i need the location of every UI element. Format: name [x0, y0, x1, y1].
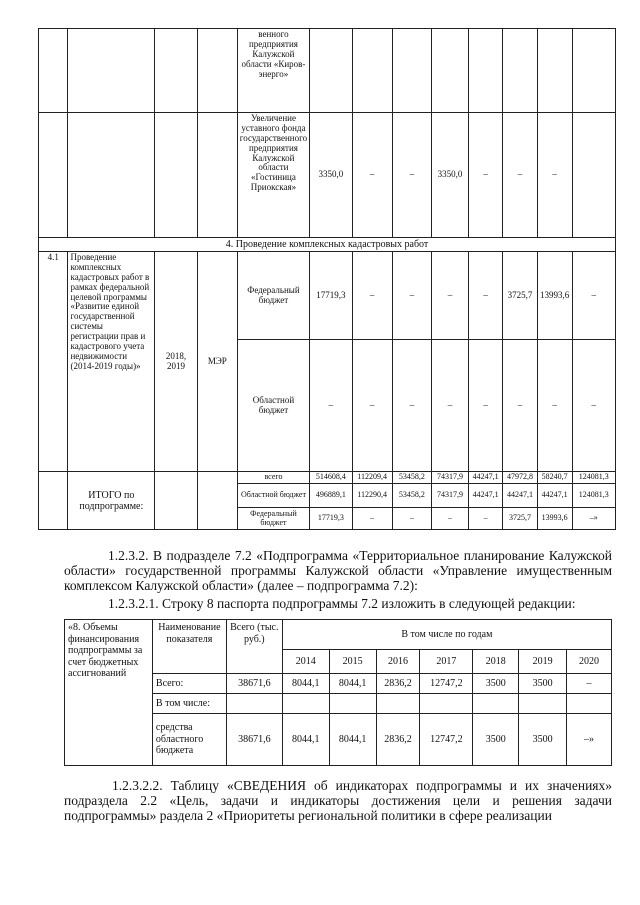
value-cell: 13993,6 — [537, 252, 572, 340]
value-cell: – — [572, 252, 615, 340]
value-cell: – — [468, 252, 502, 340]
year-header: 2015 — [329, 650, 376, 674]
year-header: 2018 — [473, 650, 519, 674]
value-cell: 3350,0 — [310, 113, 353, 238]
value-cell: – — [468, 113, 502, 238]
total-header: Всего (тыс. руб.) — [226, 620, 282, 674]
source-label: Федеральный бюджет — [237, 508, 309, 530]
value-cell: – — [503, 113, 537, 238]
funding-table — [64, 619, 612, 766]
year-header: 2014 — [282, 650, 329, 674]
value-cell: 74317,9 — [432, 472, 469, 484]
paragraph-1-2-3-2-1: 1.2.3.2.1. Строку 8 паспорта подпрограммы 7.2 изложить в следующей редакции: — [108, 596, 576, 611]
value-cell: – — [392, 508, 431, 530]
value-cell: 38671,6 — [226, 714, 282, 766]
value-cell: 8044,1 — [282, 714, 329, 766]
subprogram-measures-table — [38, 28, 616, 530]
executor-cell: МЭР — [197, 252, 237, 472]
itogo-label: ИТОГО по подпрограмме: — [68, 472, 155, 530]
value-cell: 3500 — [473, 714, 519, 766]
row-number: 4.1 — [39, 252, 68, 472]
value-cell: 47972,8 — [503, 472, 537, 484]
value-cell: – — [392, 340, 431, 472]
value-cell: 17719,3 — [310, 508, 353, 530]
value-cell: 124081,3 — [572, 484, 615, 508]
value-cell: 44247,1 — [503, 484, 537, 508]
row-label: Всего: — [152, 674, 226, 694]
value-cell: 3500 — [519, 674, 567, 694]
value-cell: 3725,7 — [503, 508, 537, 530]
indicator-header: Наименование показателя — [152, 620, 226, 674]
value-cell: 8044,1 — [329, 714, 376, 766]
year-header: 2017 — [420, 650, 473, 674]
value-cell: 8044,1 — [282, 674, 329, 694]
value-cell: 74317,9 — [432, 484, 469, 508]
value-cell: 514608,4 — [310, 472, 353, 484]
value-cell: – — [352, 340, 392, 472]
value-cell: 3725,7 — [503, 252, 537, 340]
value-cell: 13993,6 — [537, 508, 572, 530]
value-cell: 3500 — [519, 714, 567, 766]
section-heading: 4. Проведение комплексных кадастровых работ — [39, 238, 616, 252]
value-cell: – — [432, 340, 469, 472]
paragraph-1-2-3-2-2: 1.2.3.2.2. Таблицу «СВЕДЕНИЯ об индикаторах подпрограммы и их значениях» подраздела 2.2 «Цель, задачи и индикаторы достижения цели и решения задачи подпрограммы» раздела 2 «Приоритеты региональной политики в сфере реализации — [64, 778, 612, 823]
value-cell: 44247,1 — [468, 472, 502, 484]
value-cell: – — [392, 113, 431, 238]
value-cell: 496889,1 — [310, 484, 353, 508]
value-cell: – — [537, 340, 572, 472]
value-cell: 3350,0 — [432, 113, 469, 238]
value-cell: – — [537, 113, 572, 238]
measure-name-cell: венного предприятия Калужской области «Киров-энерго» — [237, 29, 309, 113]
value-cell: –» — [572, 508, 615, 530]
year-header: 2016 — [376, 650, 420, 674]
value-cell: 58240,7 — [537, 472, 572, 484]
value-cell: – — [567, 674, 612, 694]
value-cell: 12747,2 — [420, 674, 473, 694]
value-cell: 38671,6 — [226, 674, 282, 694]
value-cell: 112209,4 — [352, 472, 392, 484]
value-cell: 44247,1 — [468, 484, 502, 508]
value-cell: – — [572, 340, 615, 472]
measure-name-cell: Проведение комплексных кадастровых работ в рамках федеральной целевой программы «Развитие единой государственной системы регистрации прав и кадастрового учета недвижимости (2014-2019 годы)» — [68, 252, 155, 472]
value-cell: 44247,1 — [537, 484, 572, 508]
source-label: Областной бюджет — [237, 340, 309, 472]
source-label: Федеральный бюджет — [237, 252, 309, 340]
value-cell: – — [352, 508, 392, 530]
row-label: В том числе: — [152, 694, 226, 714]
value-cell: 124081,3 — [572, 472, 615, 484]
value-cell: – — [432, 508, 469, 530]
value-cell: –» — [567, 714, 612, 766]
value-cell: 12747,2 — [420, 714, 473, 766]
value-cell: 17719,3 — [310, 252, 353, 340]
years-cell: 2018, 2019 — [155, 252, 198, 472]
value-cell: – — [468, 508, 502, 530]
value-cell: 112290,4 — [352, 484, 392, 508]
paragraph-1-2-3-2: 1.2.3.2. В подразделе 7.2 «Подпрограмма «Территориальное планирование Калужской области» государственной программы Калужской области «Управление имущественным комплексом Калужской области» (далее – подпрограмма 7.2): — [64, 548, 612, 593]
value-cell: 8044,1 — [329, 674, 376, 694]
source-label: Областной бюджет — [237, 484, 309, 508]
value-cell: 53458,2 — [392, 472, 431, 484]
value-cell: – — [468, 340, 502, 472]
value-cell: – — [432, 252, 469, 340]
value-cell: – — [352, 113, 392, 238]
measure-name-cell: Увеличение уставного фонда государственного предприятия Калужской области «Гостиница Приокская» — [237, 113, 309, 238]
row-label: средства областного бюджета — [152, 714, 226, 766]
source-label: всего — [237, 472, 309, 484]
value-cell: – — [352, 252, 392, 340]
value-cell: 2836,2 — [376, 714, 420, 766]
value-cell: – — [392, 252, 431, 340]
value-cell: – — [310, 340, 353, 472]
year-header: 2020 — [567, 650, 612, 674]
year-header: 2019 — [519, 650, 567, 674]
value-cell: 53458,2 — [392, 484, 431, 508]
years-header: В том числе по годам — [282, 620, 611, 650]
value-cell: 2836,2 — [376, 674, 420, 694]
value-cell: – — [503, 340, 537, 472]
funding-row-label: «8. Объемы финансирования подпрограммы за счет бюджетных ассигнований — [65, 620, 153, 766]
value-cell: 3500 — [473, 674, 519, 694]
